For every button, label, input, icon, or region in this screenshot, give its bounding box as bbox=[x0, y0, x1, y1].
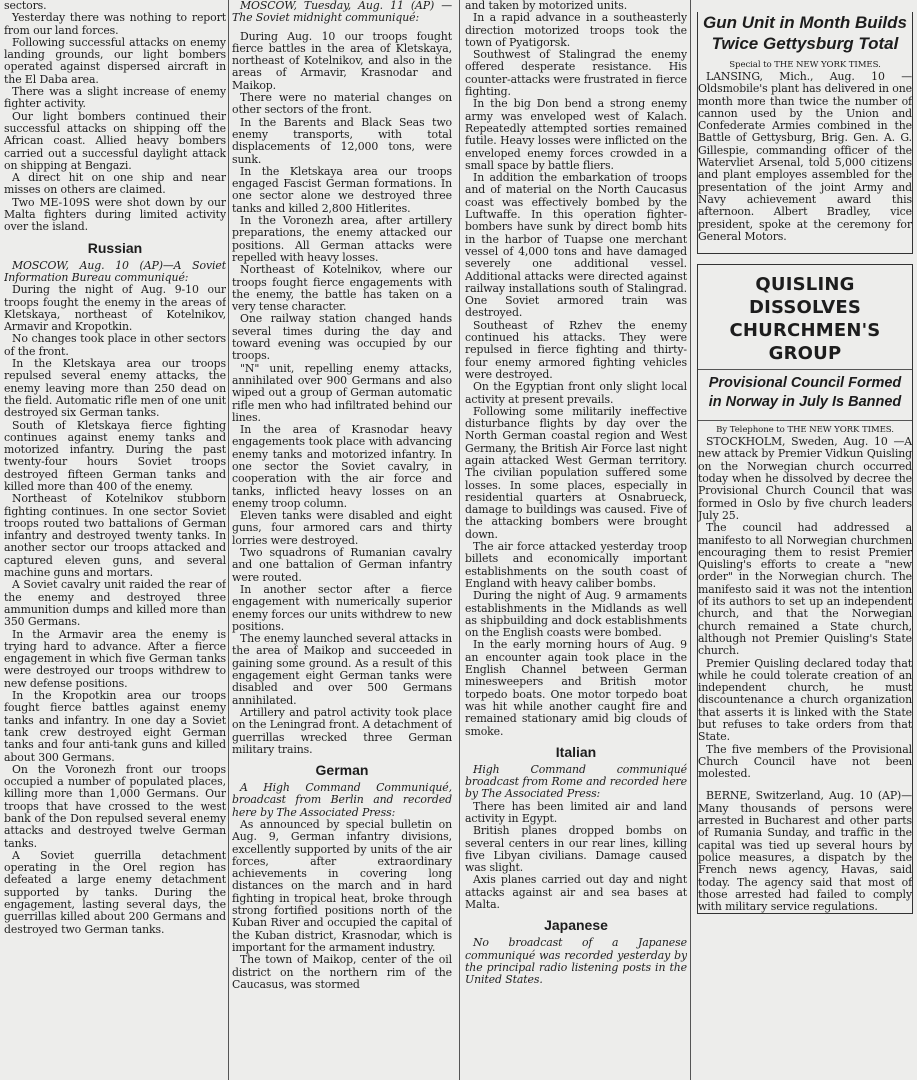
headline: Gun Unit in Month Builds Twice Gettysburg Total bbox=[703, 13, 907, 53]
paragraph: During Aug. 10 our troops fought fierce battles in the area of Kletskaya, northeast of Kotelnikov, and also in the areas of Armavir, Krasnodar and Maikop. bbox=[232, 29, 452, 92]
paragraph: "N" unit, repelling enemy attacks, annihilated over 900 Germans and also wiped out a group of German automatic rifle men who had infiltrated behind our lines. bbox=[232, 361, 452, 424]
section-heading-japanese: Japanese bbox=[544, 917, 608, 934]
paragraph: The air force attacked yesterday troop billets and economically important establishments on the south coast of England with heavy caliber bombs. bbox=[465, 540, 687, 590]
section-intro: A High Command Communiqué, broadcast from Berlin and recorded here by The Associated Press: bbox=[232, 781, 452, 819]
column-rule bbox=[690, 0, 691, 1080]
section-intro: High Command communiqué broadcast from Rome and recorded here by The Associated Press: bbox=[465, 762, 687, 801]
paragraph: The five members of the Provisional Church Council have not been molested. bbox=[698, 742, 912, 781]
dateline: By Telephone to THE NEW YORK TIMES. bbox=[716, 425, 894, 436]
paragraph: The town of Maikop, center of the oil district on the northern rim of the Caucasus, was stormed bbox=[232, 953, 452, 991]
paragraph: In another sector after a fierce engagement with numerically superior enemy forces our units withdrew to new positions. bbox=[232, 582, 452, 633]
paragraph: Northeast of Kotelnikov stubborn fighting continues. In one sector Soviet troops routed two battalions of German infantry and destroyed twenty tanks. In another sector our troops attacked and captured eleven guns, and several machine guns and mortars. bbox=[4, 492, 226, 580]
paragraph: Premier Quisling declared today that while he could tolerate creation of an independent church, he must discountenance a church organization that asserts it is linked with the State but refuses to take orders from that State. bbox=[698, 656, 912, 744]
paragraph: Eleven tanks were disabled and eight guns, four armored cars and thirty lorries were destroyed. bbox=[232, 509, 452, 547]
paragraph: In the Kletskaya area our troops repulsed several enemy attacks, the enemy leaving more than 250 dead on the field. Automatic rifle men of one unit destroyed six German tanks. bbox=[4, 357, 226, 420]
paragraph: and taken by motorized units. bbox=[465, 0, 628, 12]
paragraph: Yesterday there was nothing to report from our land forces. bbox=[4, 11, 226, 37]
column-3 bbox=[465, 0, 687, 1080]
column-1 bbox=[4, 0, 226, 1080]
headline: QUISLING DISSOLVES CHURCHMEN'S GROUP bbox=[729, 274, 881, 365]
paragraph: During the night of Aug. 9 armaments establishments in the Midlands as well as shipbuilding and dock establishments on the English coasts were bombed. bbox=[465, 589, 687, 640]
paragraph: On the Voronezh front our troops occupied a number of populated places, killing more than 1,000 Germans. Our troops that have crossed to the west bank of the Don repulsed several enemy attacks and destroyed twelve German tanks. bbox=[4, 762, 226, 850]
paragraph: On the Egyptian front only slight local activity at present prevails. bbox=[465, 380, 687, 406]
paragraph: South of Kletskaya fierce fighting continues against enemy tanks and motorized infantry. During the past twenty-four hours Soviet troops destroyed fifteen German tanks and killed more than 400 of the enemy. bbox=[4, 418, 226, 493]
paragraph: British planes dropped bombs on several centers in our rear lines, killing five Libyan civilians. Damage caused was slight. bbox=[465, 824, 687, 875]
paragraph: Following successful attacks on enemy landing grounds, our light bombers operated against dispersed aircraft in the El Daba area. bbox=[4, 35, 226, 86]
paragraph: sectors. bbox=[4, 0, 47, 12]
paragraph: No changes took place in other sectors of the front. bbox=[4, 332, 226, 358]
paragraph: A Soviet cavalry unit raided the rear of the enemy and destroyed three ammunition dumps and killed more than 350 Germans. bbox=[4, 578, 226, 629]
paragraph: Two ME-109S were shot down by our Malta fighters during limited activity over the island. bbox=[4, 195, 226, 234]
paragraph: In the early morning hours of Aug. 9 an encounter again took place in the English Channel between German minesweepers and British motor torpedo boats. One motor torpedo boat was hit while another caught fire and remained stationary amid big clouds of smoke. bbox=[465, 638, 687, 738]
paragraph: The enemy launched several attacks in the area of Maikop and succeeded in gaining some ground. As a result of this engagement eight German tanks were disabled and over 500 Germans annihilated. bbox=[232, 632, 452, 707]
paragraph: LANSING, Mich., Aug. 10 — Oldsmobile's plant has delivered in one month more than twice the number of cannon used by the Union and Confederate Armies combined in the Battle of Gettysburg, Brig. Gen. A. G. Gillespie, commanding officer of the Watervliet Arsenal, told 5,000 citizens and plant employes assembled for the presentation of the joint Army and Navy achievement award this afternoon. Albert Bradley, vice president, spoke at the ceremony for General Motors. bbox=[698, 70, 912, 243]
paragraph: In addition the embarkation of troops and of material on the North Caucasus coast was effectively bombed by the Luftwaffe. In this operation fighter-bombers have sunk by direct bomb hits in the harbor of Tuapse one merchant vessel of 4,000 tons and have damaged severely one additional vessel. Additional attacks were directed against railway installations south of Stalingrad. One Soviet armored train was destroyed. bbox=[465, 171, 687, 320]
paragraph: STOCKHOLM, Sweden, Aug. 10 —A new attack by Premier Vidkun Quisling on the Norwegian church occurred today when he dissolved by decree the Provisional Church Council that was formed in Oslo by five church leaders July 25. bbox=[698, 435, 912, 522]
article-box bbox=[697, 12, 913, 254]
dateline: MOSCOW, Aug. 10 (AP)—A Soviet Information Bureau communiqué: bbox=[4, 258, 226, 284]
paragraph: In the area of Krasnodar heavy engagements took place with advancing enemy tanks and motorized infantry. In one sector the Soviet cavalry, in cooperation with the air force and tanks, inflicted heavy losses on an enemy troop column. bbox=[232, 423, 452, 510]
paragraph: No broadcast of a Japanese communiqué was recorded yesterday by the principal radio listening posts in the United States. bbox=[465, 936, 687, 987]
section-heading-italian: Italian bbox=[555, 743, 597, 760]
paragraph: Southwest of Stalingrad the enemy offered desperate resistance. His counter-attacks were frustrated in fierce fighting. bbox=[465, 48, 687, 99]
paragraph: Our light bombers continued their successful attacks on shipping off the African coast. Allied heavy bombers carried out a successful daylight attack on shipping at Bengazi. bbox=[4, 109, 226, 172]
paragraph: One railway station changed hands several times during the day and toward evening was occupied by our troops. bbox=[232, 312, 452, 363]
paragraph: Axis planes carried out day and night attacks against air and sea bases at Malta. bbox=[465, 873, 687, 912]
paragraph: The council had addressed a manifesto to all Norwegian churchmen encouraging them to resist Premier Quisling's efforts to create a "new order" in the Norwegian church. The manifesto said it was not the intention of its authors to set up an independent church, and that the Norwegian church remained a State church, although not Premier Quisling's State church. bbox=[698, 521, 912, 658]
paragraph: A Soviet guerrilla detachment operating in the Orel region has defeated a large enemy detachment supported by tanks. During the engagement, lasting several days, the guerrillas killed about 200 Germans and destroyed two German tanks. bbox=[4, 848, 226, 936]
paragraph: There was a slight increase of enemy fighter activity. bbox=[4, 85, 226, 111]
column-2 bbox=[232, 0, 452, 1080]
paragraph: BERNE, Switzerland, Aug. 10 (AP)—Many thousands of persons were arrested in Bucharest and other parts of Rumania Sunday, and traffic in the capital was tied up several hours by police measures, a dispatch by the French news agency, Havas, said today. The agency said that most of those arrested had failed to comply with military service regulations. bbox=[698, 789, 912, 914]
dateline: MOSCOW, Tuesday, Aug. 11 (AP) —The Soviet midnight communiqué: bbox=[232, 0, 452, 25]
article-box bbox=[697, 264, 913, 914]
dateline: Special to THE NEW YORK TIMES. bbox=[729, 60, 881, 70]
paragraph: Artillery and patrol activity took place on the Leningrad front. A detachment of guerrillas wrecked three German military trains. bbox=[232, 705, 452, 756]
section-heading-german: German bbox=[315, 762, 369, 779]
paragraph: There were no material changes on other sectors of the front. bbox=[232, 91, 452, 117]
paragraph: In the Kletskaya area our troops engaged Fascist German formations. In one sector alone we destroyed three tanks and killed 2,800 Hitlerites. bbox=[232, 164, 452, 215]
paragraph: Southeast of Rzhev the enemy continued his attacks. They were repulsed in fierce fighting and thirty-four enemy armored fighting vehicles were destroyed. bbox=[465, 318, 687, 381]
paragraph: In a rapid advance in a southeasterly direction motorized troops took the town of Pyatigorsk. bbox=[465, 11, 687, 49]
column-rule bbox=[459, 0, 460, 1080]
paragraph: In the Barents and Black Seas two enemy transports, with total displacements of 12,000 tons, were sunk. bbox=[232, 115, 452, 166]
paragraph: A direct hit on one ship and near misses on others are claimed. bbox=[4, 171, 226, 197]
paragraph: As announced by special bulletin on Aug. 9, German infantry divisions, excellently supported by units of the air forces, after extraordinary achievements in covering long distances on the march and in hard fighting in tropical heat, broke through strong fortified positions north of the Kuban River and occupied the capital of the Kuban district, Krasnodar, which is important for the armament industry. bbox=[232, 818, 452, 954]
paragraph: During the night of Aug. 9-10 our troops fought the enemy in the areas of Kletskaya, northeast of Kotelnikov, Armavir and Kropotkin. bbox=[4, 283, 226, 334]
paragraph: In the Voronezh area, after artillery preparations, the enemy attacked our positions. All German attacks were repelled with heavy losses. bbox=[232, 214, 452, 264]
subheadline: Provisional Council Formed in Norway in July Is Banned bbox=[708, 375, 902, 411]
column-rule bbox=[228, 0, 229, 1080]
paragraph: Two squadrons of Rumanian cavalry and one battalion of German infantry were routed. bbox=[232, 546, 452, 584]
paragraph: In the big Don bend a strong enemy army was enveloped west of Kalach. Repeatedly attempted sorties remained futile. Heavy losses were inflicted on the enveloped enemy forces crowded in a small space by battle fliers. bbox=[465, 97, 687, 172]
section-heading-russian: Russian bbox=[87, 239, 143, 256]
column-4 bbox=[695, 0, 915, 1080]
paragraph: There has been limited air and land activity in Egypt. bbox=[465, 799, 687, 825]
paragraph: Following some militarily ineffective disturbance flights by day over the North German coastal region and West Germany, the British Air Force last night again attacked West German territory. The civilian population suffered some losses. In some places, especially in residential quarters at Osnabrueck, damage to buildings was caused. Five of the attacking bombers were brought down. bbox=[465, 404, 687, 541]
paragraph: In the Armavir area the enemy is trying hard to advance. After a fierce engagement in which five German tanks were destroyed our troops withdrew to new defense positions. bbox=[4, 627, 226, 690]
paragraph: Northeast of Kotelnikov, where our troops fought fierce engagements with the enemy, the battle has taken on a very tense character. bbox=[232, 263, 452, 314]
paragraph: In the Kropotkin area our troops fought fierce battles against enemy tanks and infantry. In one day a Soviet tank crew destroyed eight German tanks and four anti-tank guns and killed about 300 Germans. bbox=[4, 689, 226, 764]
